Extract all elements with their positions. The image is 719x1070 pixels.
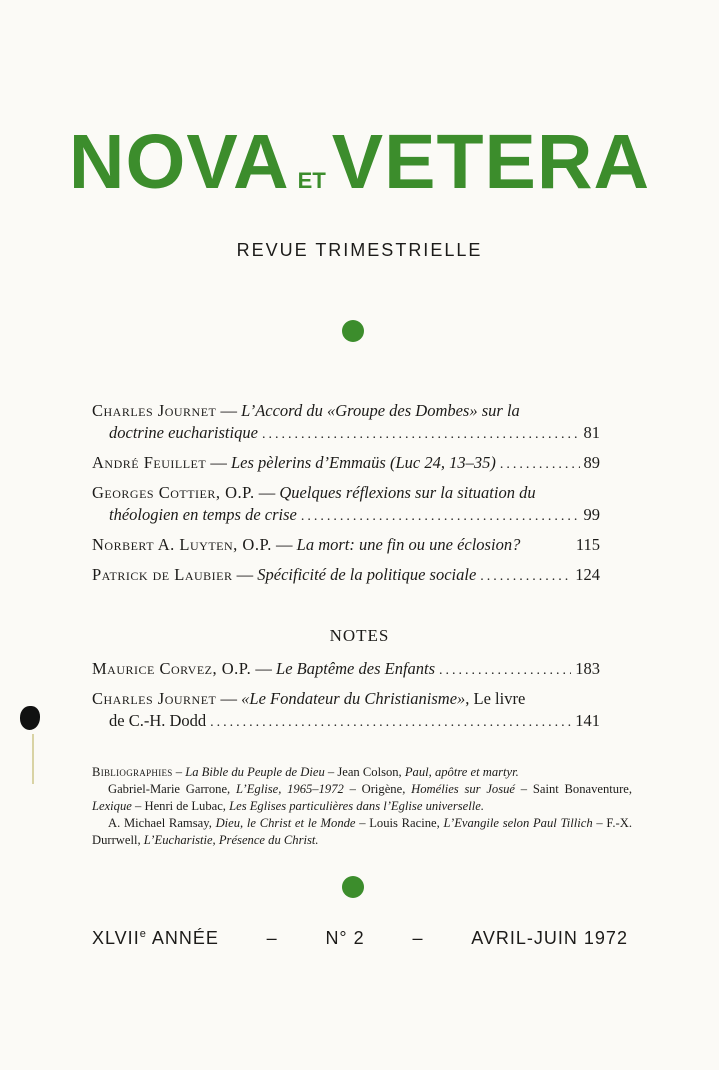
- toc-author: Patrick de Laubier: [92, 565, 233, 584]
- notes-title-rest: , Le livre: [465, 689, 526, 708]
- bibliography-paragraph: [92, 815, 632, 849]
- dot-leader: [262, 424, 580, 446]
- toc-page-number: 81: [583, 423, 600, 442]
- bibliography-section: [92, 764, 632, 849]
- masthead-word-vetera: VETERA: [331, 119, 651, 205]
- bibliography-work-title: Lexique: [92, 799, 132, 813]
- dot-leader: [210, 712, 571, 734]
- toc-title: La mort: une fin ou une éclosion?: [296, 535, 521, 554]
- toc-author: Georges Cottier, O.P.: [92, 483, 255, 502]
- toc-title-continued: théologien en temps de crise: [109, 505, 297, 524]
- dot-leader: [480, 566, 571, 588]
- notes-title: «Le Fondateur du Christianisme»: [241, 689, 466, 708]
- notes-page-number: 141: [575, 711, 600, 730]
- bibliography-work-title: Les Eglises particulières dans l’Eglise universelle.: [229, 799, 484, 813]
- ink-streak-mark: [32, 734, 34, 784]
- bibliography-work-title: L’Eglise, 1965–1972: [235, 782, 344, 796]
- toc-title: L’Accord du «Groupe des Dombes» sur la: [241, 401, 520, 420]
- bibliography-work-title: L’Eucharistie, Présence du Christ.: [143, 833, 319, 847]
- bibliography-text: – Saint Bonaventure,: [515, 782, 633, 796]
- bibliography-work-title: Dieu, le Christ et le Monde: [215, 816, 356, 830]
- bibliography-work-title: Homélies sur Josué: [411, 782, 516, 796]
- bibliography-paragraph: [92, 764, 632, 781]
- ink-blot-mark: [20, 706, 40, 730]
- issue-number: N° 2: [325, 928, 365, 948]
- bibliography-text: –: [172, 765, 186, 779]
- bibliography-work-title: Paul, apôtre et martyr.: [404, 765, 519, 779]
- bibliography-text: – F.-X. Durrwell,: [92, 816, 632, 847]
- journal-masthead: [0, 118, 719, 207]
- journal-subtitle: REVUE TRIMESTRIELLE: [236, 240, 483, 260]
- volume-year: XLVIIe ANNÉE: [92, 928, 219, 948]
- toc-title: Spécificité de la politique sociale: [257, 565, 477, 584]
- issue-footer: [92, 928, 628, 949]
- notes-author: Charles Journet: [92, 689, 217, 708]
- bibliography-work-title: L’Evangile selon Paul Tillich: [443, 816, 593, 830]
- toc-entry: Charles Journet — L’Accord du «Groupe des Dombes» sur la doctrine eucharistique ..... 81: [92, 400, 600, 446]
- toc-title-continued: doctrine eucharistique: [109, 423, 258, 442]
- toc-author: Charles Journet: [92, 401, 217, 420]
- toc-page-number: 115: [575, 535, 600, 554]
- green-dot-ornament-top: [342, 320, 364, 342]
- notes-entry: Maurice Corvez, O.P. — Le Baptême des Enfants ..... 183: [92, 658, 600, 682]
- toc-author: Norbert A. Luyten, O.P.: [92, 535, 272, 554]
- notes-title: Le Baptême des Enfants: [276, 659, 436, 678]
- notes-title-continued: de C.-H. Dodd: [109, 711, 207, 730]
- green-dot-ornament-bottom: [342, 876, 364, 898]
- notes-list: [92, 658, 600, 740]
- bibliography-text: – Jean Colson,: [324, 765, 405, 779]
- bibliography-label: Bibliographies: [92, 765, 173, 779]
- bibliography-work-title: La Bible du Peuple de Dieu: [185, 765, 325, 779]
- masthead-connector: ET: [297, 168, 326, 193]
- notes-page-number: 183: [575, 659, 600, 678]
- masthead-word-nova: NOVA: [68, 119, 290, 205]
- bibliography-paragraph: [92, 781, 632, 815]
- toc-page-number: 124: [575, 565, 600, 584]
- toc-entry: Georges Cottier, O.P. — Quelques réflexions sur la situation du théologien en temps de crise ..... 99: [92, 482, 600, 528]
- bibliography-text: – Origène,: [343, 782, 412, 796]
- bibliography-text: – Henri de Lubac,: [131, 799, 230, 813]
- toc-entry: André Feuillet — Les pèlerins d’Emmaüs (Luc 24, 13–35) ..... 89: [92, 452, 600, 476]
- footer-separator: –: [266, 928, 278, 948]
- toc-page-number: 99: [583, 505, 600, 524]
- bibliography-text: Gabriel-Marie Garrone,: [108, 782, 236, 796]
- notes-author: Maurice Corvez, O.P.: [92, 659, 252, 678]
- bibliography-text: A. Michael Ramsay,: [108, 816, 216, 830]
- toc-title: Les pèlerins d’Emmaüs (Luc 24, 13–35): [230, 453, 496, 472]
- toc-entry: Norbert A. Luyten, O.P. — La mort: une fin ou une éclosion? 115: [92, 535, 600, 554]
- notes-heading: NOTES: [329, 626, 390, 645]
- table-of-contents: [92, 400, 600, 594]
- issue-date: AVRIL-JUIN 1972: [471, 928, 628, 948]
- footer-separator: –: [412, 928, 424, 948]
- toc-entry: Patrick de Laubier — Spécificité de la politique sociale ..... 124: [92, 564, 600, 588]
- toc-author: André Feuillet: [92, 453, 207, 472]
- dot-leader: [439, 660, 571, 682]
- notes-entry: Charles Journet — «Le Fondateur du Christianisme», Le livre de C.-H. Dodd ..... 141: [92, 688, 600, 734]
- dot-leader: [500, 454, 580, 476]
- bibliography-text: – Louis Racine,: [355, 816, 444, 830]
- dot-leader: [301, 506, 580, 528]
- toc-page-number: 89: [583, 453, 600, 472]
- toc-title: Quelques réflexions sur la situation du: [279, 483, 536, 502]
